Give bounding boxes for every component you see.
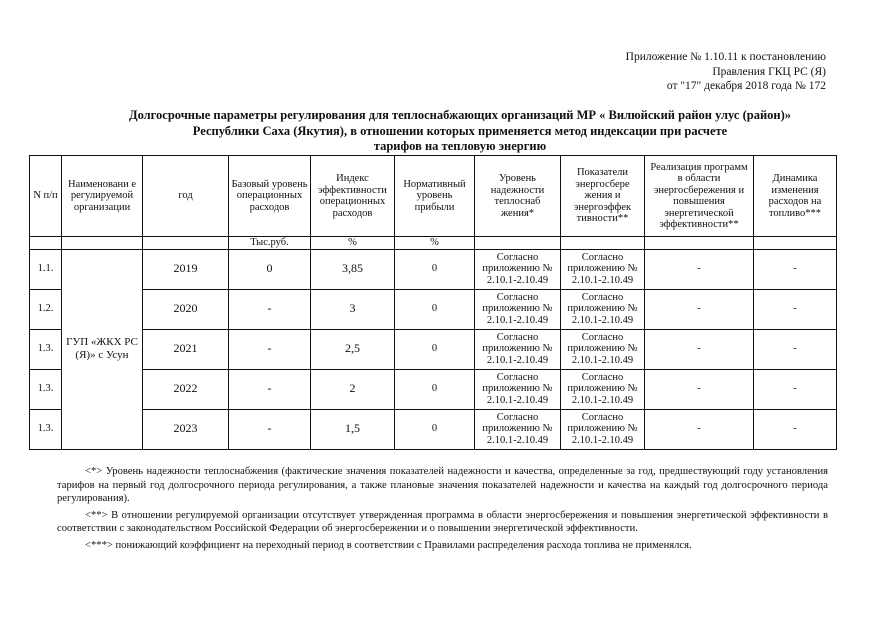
- profit-cell: 0: [395, 409, 475, 449]
- row-number: 1.3.: [30, 329, 62, 369]
- table-row: [30, 369, 837, 409]
- document-title-line2: Республики Саха (Якутия), в отношении которых применяется метод индексации при расчете: [192, 123, 728, 138]
- efficiency-index-cell: 2: [311, 369, 395, 409]
- efficiency-index-cell: 3: [311, 289, 395, 329]
- column-header-base-costs: Базовый уровень операционных расходов: [229, 156, 311, 237]
- reliability-cell: Согласно приложению № 2.10.1-2.10.49: [475, 369, 561, 409]
- footnote-energy-program: <**> В отношении регулируемой организации отсутствует утвержденная программа в области энергосбережения и повышения энергетической эффективности в соответствии с законодательством Российской Федерации об энергосбережении и о повышении энергетической эффективности.: [57, 509, 828, 534]
- efficiency-index-cell: 3,85: [311, 249, 395, 289]
- unit-cell: [561, 237, 645, 250]
- organization-name: ГУП «ЖКХ РС (Я)» с Усун: [62, 249, 143, 449]
- row-number: 1.3.: [30, 369, 62, 409]
- unit-cell: Тыс.руб.: [229, 237, 311, 250]
- unit-cell: [645, 237, 754, 250]
- appendix-header-line2: Правления ГКЦ РС (Я): [712, 65, 826, 78]
- energy-saving-cell: Согласно приложению № 2.10.1-2.10.49: [561, 249, 645, 289]
- column-header-energy-saving: Показатели энергосбере жения и энергоэффек тивности**: [561, 156, 645, 237]
- unit-cell: [143, 237, 229, 250]
- energy-saving-cell: Согласно приложению № 2.10.1-2.10.49: [561, 329, 645, 369]
- reliability-cell: Согласно приложению № 2.10.1-2.10.49: [475, 329, 561, 369]
- base-costs-cell: -: [229, 369, 311, 409]
- appendix-header: [626, 50, 826, 94]
- programs-cell: -: [645, 289, 754, 329]
- profit-cell: 0: [395, 369, 475, 409]
- profit-cell: 0: [395, 289, 475, 329]
- table-header-row: [30, 156, 837, 237]
- unit-cell: [754, 237, 837, 250]
- table-units-row: [30, 237, 837, 250]
- column-header-efficiency-index: Индекс эффективности операционных расходов: [311, 156, 395, 237]
- unit-cell: [475, 237, 561, 250]
- row-number: 1.3.: [30, 409, 62, 449]
- fuel-cell: -: [754, 289, 837, 329]
- table-row: [30, 249, 837, 289]
- fuel-cell: -: [754, 249, 837, 289]
- year-cell: 2019: [143, 249, 229, 289]
- row-number: 1.1.: [30, 249, 62, 289]
- appendix-header-line3: от "17" декабря 2018 года № 172: [666, 80, 826, 92]
- table-row: [30, 409, 837, 449]
- reliability-cell: Согласно приложению № 2.10.1-2.10.49: [475, 409, 561, 449]
- unit-cell: [62, 237, 143, 250]
- column-header-organization: Наименовани е регулируемой организации: [62, 156, 143, 237]
- efficiency-index-cell: 1,5: [311, 409, 395, 449]
- document-title: [60, 108, 860, 155]
- parameters-table: [29, 155, 837, 450]
- year-cell: 2022: [143, 369, 229, 409]
- base-costs-cell: 0: [229, 249, 311, 289]
- reliability-cell: Согласно приложению № 2.10.1-2.10.49: [475, 289, 561, 329]
- table-row: [30, 289, 837, 329]
- energy-saving-cell: Согласно приложению № 2.10.1-2.10.49: [561, 289, 645, 329]
- row-number: 1.2.: [30, 289, 62, 329]
- profit-cell: 0: [395, 249, 475, 289]
- column-header-profit: Нормативный уровень прибыли: [395, 156, 475, 237]
- efficiency-index-cell: 2,5: [311, 329, 395, 369]
- footnote-fuel: <***> понижающий коэффициент на переходный период в соответствии с Правилами распределения расхода топлива не применялся.: [85, 539, 692, 551]
- programs-cell: -: [645, 409, 754, 449]
- year-cell: 2023: [143, 409, 229, 449]
- unit-cell: [30, 237, 62, 250]
- fuel-cell: -: [754, 409, 837, 449]
- column-header-programs: Реализация программ в области энергосбережения и повышения энергетической эффективности**: [645, 156, 754, 237]
- unit-cell: %: [395, 237, 475, 250]
- programs-cell: -: [645, 369, 754, 409]
- unit-cell: %: [311, 237, 395, 250]
- base-costs-cell: -: [229, 329, 311, 369]
- column-header-num: N п/п: [30, 156, 62, 237]
- fuel-cell: -: [754, 369, 837, 409]
- appendix-header-line1: Приложение № 1.10.11 к постановлению: [625, 51, 826, 63]
- fuel-cell: -: [754, 329, 837, 369]
- footnotes: [57, 465, 828, 555]
- programs-cell: -: [645, 249, 754, 289]
- profit-cell: 0: [395, 329, 475, 369]
- column-header-fuel: Динамика изменения расходов на топливо***: [754, 156, 837, 237]
- document-title-line3: тарифов на тепловую энергию: [373, 139, 547, 153]
- footnote-reliability: <*> Уровень надежности теплоснабжения (фактические значения показателей надежности и качества, определенные за год, предшествующий году установления тарифов на первый год долгосрочного периода регулирования, а также плановые значения показателей надежности и качества на каждый год долгосрочного периода регулирования).: [57, 466, 828, 504]
- energy-saving-cell: Согласно приложению № 2.10.1-2.10.49: [561, 409, 645, 449]
- year-cell: 2021: [143, 329, 229, 369]
- reliability-cell: Согласно приложению № 2.10.1-2.10.49: [475, 249, 561, 289]
- base-costs-cell: -: [229, 289, 311, 329]
- document-title-line1: Долгосрочные параметры регулирования для теплоснабжающих организаций МР « Вилюйский район улус (район)»: [128, 108, 792, 122]
- table-row: [30, 329, 837, 369]
- year-cell: 2020: [143, 289, 229, 329]
- column-header-year: год: [143, 156, 229, 237]
- base-costs-cell: -: [229, 409, 311, 449]
- column-header-reliability: Уровень надежности теплоснаб жения*: [475, 156, 561, 237]
- energy-saving-cell: Согласно приложению № 2.10.1-2.10.49: [561, 369, 645, 409]
- programs-cell: -: [645, 329, 754, 369]
